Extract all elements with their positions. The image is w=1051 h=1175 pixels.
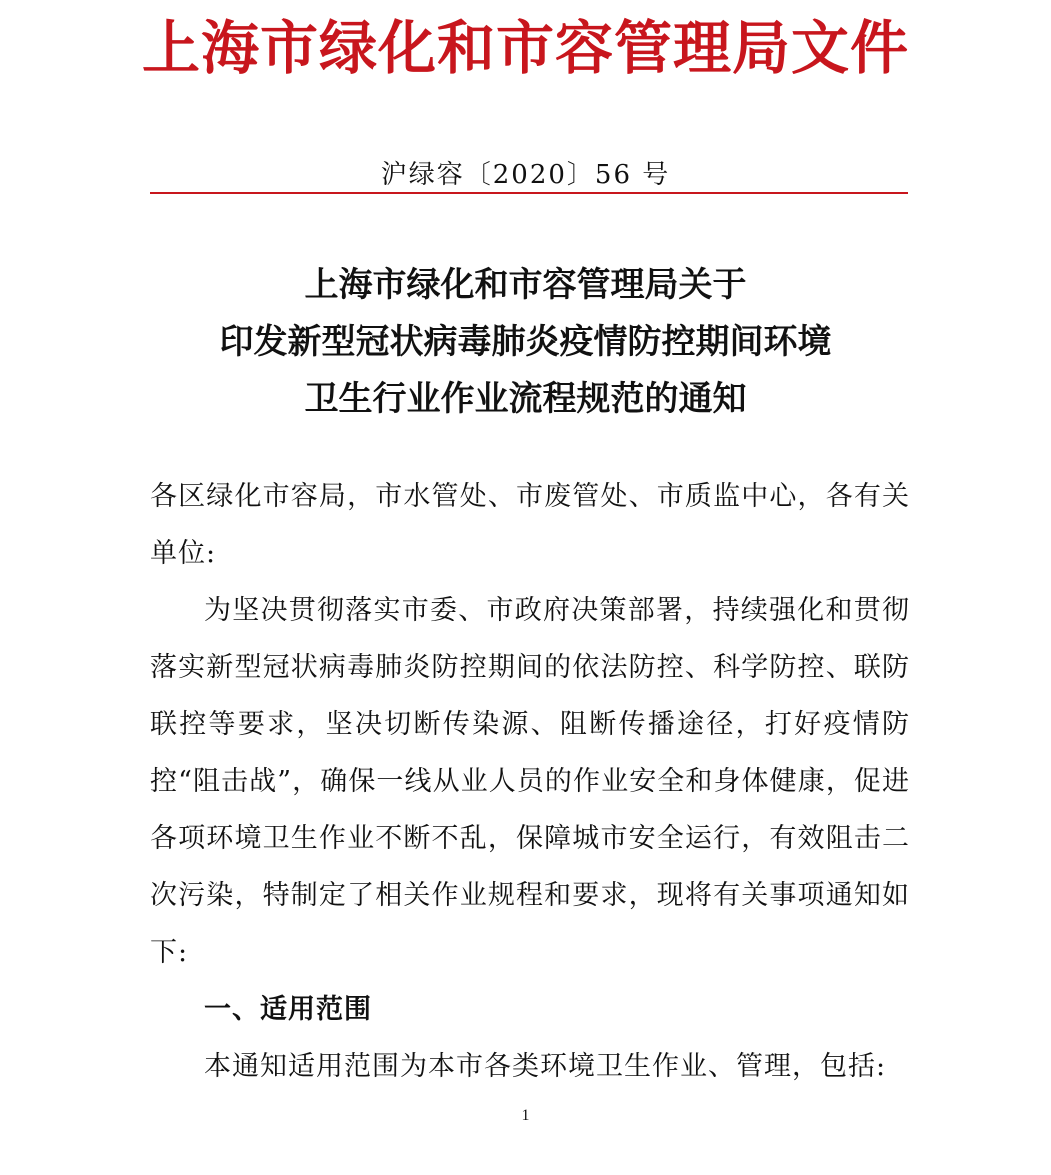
page-number: 1 — [521, 1107, 530, 1124]
addressee-paragraph: 各区绿化市容局，市水管处、市废管处、市质监中心，各有关单位: — [150, 481, 910, 569]
section-scope-text: 本通知适用范围为本市各类环境卫生作业、管理，包括: — [204, 1051, 887, 1082]
document-body — [150, 468, 910, 1095]
title-line-1: 上海市绿化和市容管理局关于 — [304, 265, 747, 305]
section-heading-scope: 一、适用范围 — [204, 994, 372, 1025]
masthead-title: 上海市绿化和市容管理局文件 — [141, 14, 909, 82]
intro-paragraph: 为坚决贯彻落实市委、市政府决策部署，持续强化和贯彻落实新型冠状病毒肺炎防控期间的依法防控、科学防控、联防联控等要求，坚决切断传染源、阻断传播途径，打好疫情防控“阻击战”，确保一线从业人员的作业安全和身体健康，促进各项环境卫生作业不断不乱，保障城市安全运行，有效阻击二次污染，特制定了相关作业规程和要求，现将有关事项通知如下: — [150, 595, 910, 968]
document-number: 沪绿容〔2020〕56 号 — [380, 160, 671, 190]
title-line-2: 印发新型冠状病毒肺炎疫情防控期间环境 — [219, 322, 832, 362]
title-line-3: 卫生行业作业流程规范的通知 — [304, 379, 747, 419]
red-divider-rule — [150, 192, 908, 194]
document-title — [0, 257, 1051, 428]
